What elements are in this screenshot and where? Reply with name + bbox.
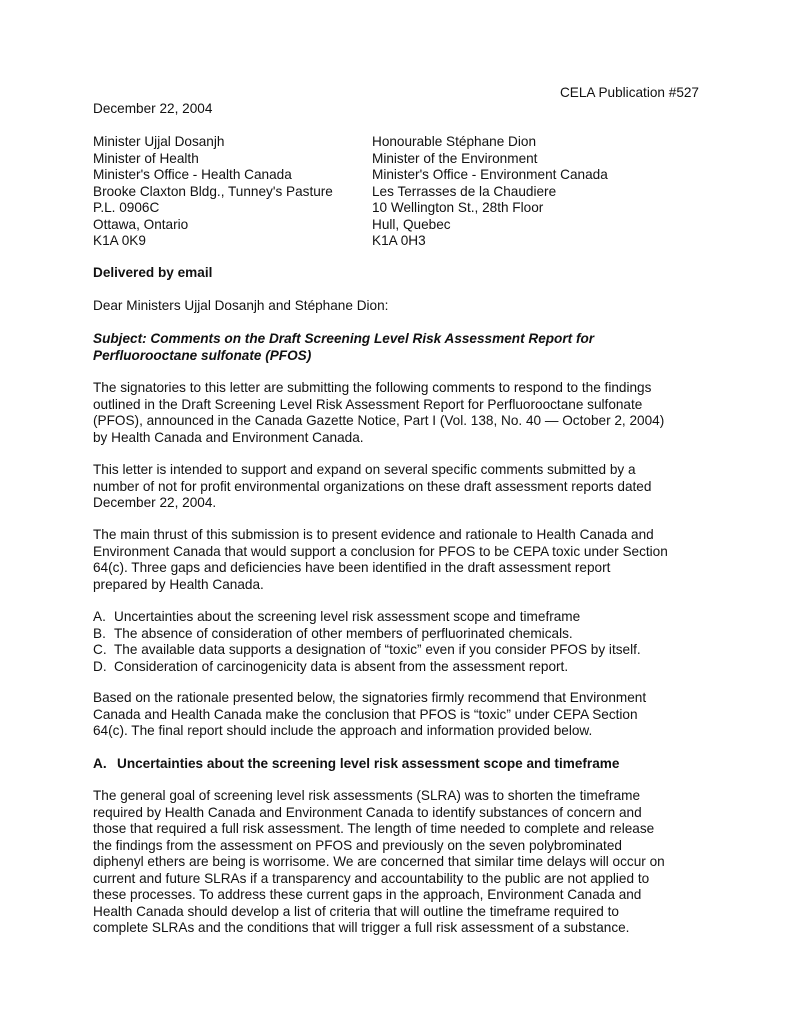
address-line: K1A 0K9 <box>93 233 146 248</box>
address-line: K1A 0H3 <box>372 233 426 248</box>
list-letter: C. <box>93 642 107 657</box>
address-line: Ottawa, Ontario <box>93 216 189 232</box>
text-line: those that required a full risk assessment. The length of time needed to complete and release <box>93 821 655 836</box>
text-line: The signatories to this letter are submitting the following comments to respond to the findings <box>93 380 652 395</box>
text-line: The main thrust of this submission is to present evidence and rationale to Health Canada and <box>93 527 654 542</box>
list-item <box>93 609 733 626</box>
text-line: prepared by Health Canada. <box>93 576 264 592</box>
text-line: Environment Canada that would support a conclusion for PFOS to be CEPA toxic under Section <box>93 543 668 559</box>
list-letter: A. <box>93 609 106 624</box>
text-line: outlined in the Draft Screening Level Risk Assessment Report for Perfluorooctane sulfonate <box>93 396 643 412</box>
text-line: 64(c). The final report should include the approach and information provided below. <box>93 723 593 738</box>
list-letter: B. <box>93 625 106 641</box>
address-line: 10 Wellington St., 28th Floor <box>372 200 544 215</box>
subject-line-text: Subject: Comments on the Draft Screening Level Risk Assessment Report for <box>93 331 595 346</box>
publication-number: CELA Publication #527 <box>559 85 699 100</box>
list-item <box>93 642 733 659</box>
text-line: the findings from the assessment on PFOS and previously on the seven polybrominated <box>93 837 622 853</box>
list-text: Uncertainties about the screening level risk assessment scope and timeframe <box>114 609 581 624</box>
letter-date: December 22, 2004 <box>93 101 213 116</box>
text-line: Health Canada should develop a list of criteria that will outline the timeframe required to <box>93 903 619 919</box>
delivery-note: Delivered by email <box>93 265 213 280</box>
text-line: diphenyl ethers are being is worrisome. We are concerned that similar time delays will occur on <box>93 854 665 869</box>
address-line: P.L. 0906C <box>93 200 160 215</box>
list-text: The available data supports a designation of “toxic” even if you consider PFOS by itself. <box>114 642 641 657</box>
section-heading-a <box>93 756 733 773</box>
gaps-list <box>93 609 733 675</box>
section-letter: A. <box>93 756 107 771</box>
address-line: Hull, Quebec <box>372 216 451 232</box>
text-line: by Health Canada and Environment Canada. <box>93 429 364 445</box>
paragraph-slra-goal <box>93 788 733 937</box>
text-line: complete SLRAs and the conditions that will trigger a full risk assessment of a substance. <box>93 920 630 935</box>
text-line: Canada and Health Canada make the conclusion that PFOS is “toxic” under CEPA Section <box>93 706 638 722</box>
paragraph-main-thrust <box>93 527 733 593</box>
text-line: these processes. To address these current gaps in the approach, Environment Canada and <box>93 887 642 902</box>
text-line: 64(c). Three gaps and deficiencies have been identified in the draft assessment report <box>93 560 611 575</box>
address-line: Honourable Stéphane Dion <box>372 134 537 149</box>
address-line: Minister Ujjal Dosanjh <box>93 134 225 149</box>
paragraph-support <box>93 462 733 512</box>
text-line: Based on the rationale presented below, the signatories firmly recommend that Environment <box>93 690 647 705</box>
text-line: This letter is intended to support and expand on several specific comments submitted by a <box>93 462 636 477</box>
address-line: Minister's Office - Health Canada <box>93 167 292 182</box>
paragraph-recommendation <box>93 690 733 740</box>
subject-line-text: Perfluorooctane sulfonate (PFOS) <box>93 347 312 363</box>
paragraph-intro <box>93 380 733 446</box>
list-text: Consideration of carcinogenicity data is absent from the assessment report. <box>114 658 569 674</box>
address-line: Minister's Office - Environment Canada <box>372 167 608 182</box>
salutation: Dear Ministers Ujjal Dosanjh and Stéphane Dion: <box>93 298 389 313</box>
text-line: The general goal of screening level risk assessments (SLRA) was to shorten the timeframe <box>93 788 641 803</box>
list-item <box>93 626 733 643</box>
subject-line <box>93 331 733 364</box>
address-line: Brooke Claxton Bldg., Tunney's Pasture <box>93 183 333 199</box>
recipient-address-environment <box>372 134 608 250</box>
text-line: current and future SLRAs if a transparency and accountability to the public are not applied to <box>93 870 650 886</box>
address-line: Minister of the Environment <box>372 150 538 166</box>
text-line: required by Health Canada and Environment Canada to identify substances of concern and <box>93 804 642 820</box>
recipient-address-health <box>93 134 333 250</box>
text-line: number of not for profit environmental organizations on these draft assessment reports dated <box>93 478 652 494</box>
text-line: (PFOS), announced in the Canada Gazette Notice, Part I (Vol. 138, No. 40 — October 2, 2004) <box>93 413 665 428</box>
list-text: The absence of consideration of other members of perfluorinated chemicals. <box>114 625 573 641</box>
section-title: Uncertainties about the screening level risk assessment scope and timeframe <box>117 756 620 771</box>
address-line: Les Terrasses de la Chaudiere <box>372 183 557 199</box>
list-letter: D. <box>93 658 107 674</box>
list-item <box>93 659 733 676</box>
text-line: December 22, 2004. <box>93 495 217 510</box>
address-line: Minister of Health <box>93 150 199 166</box>
